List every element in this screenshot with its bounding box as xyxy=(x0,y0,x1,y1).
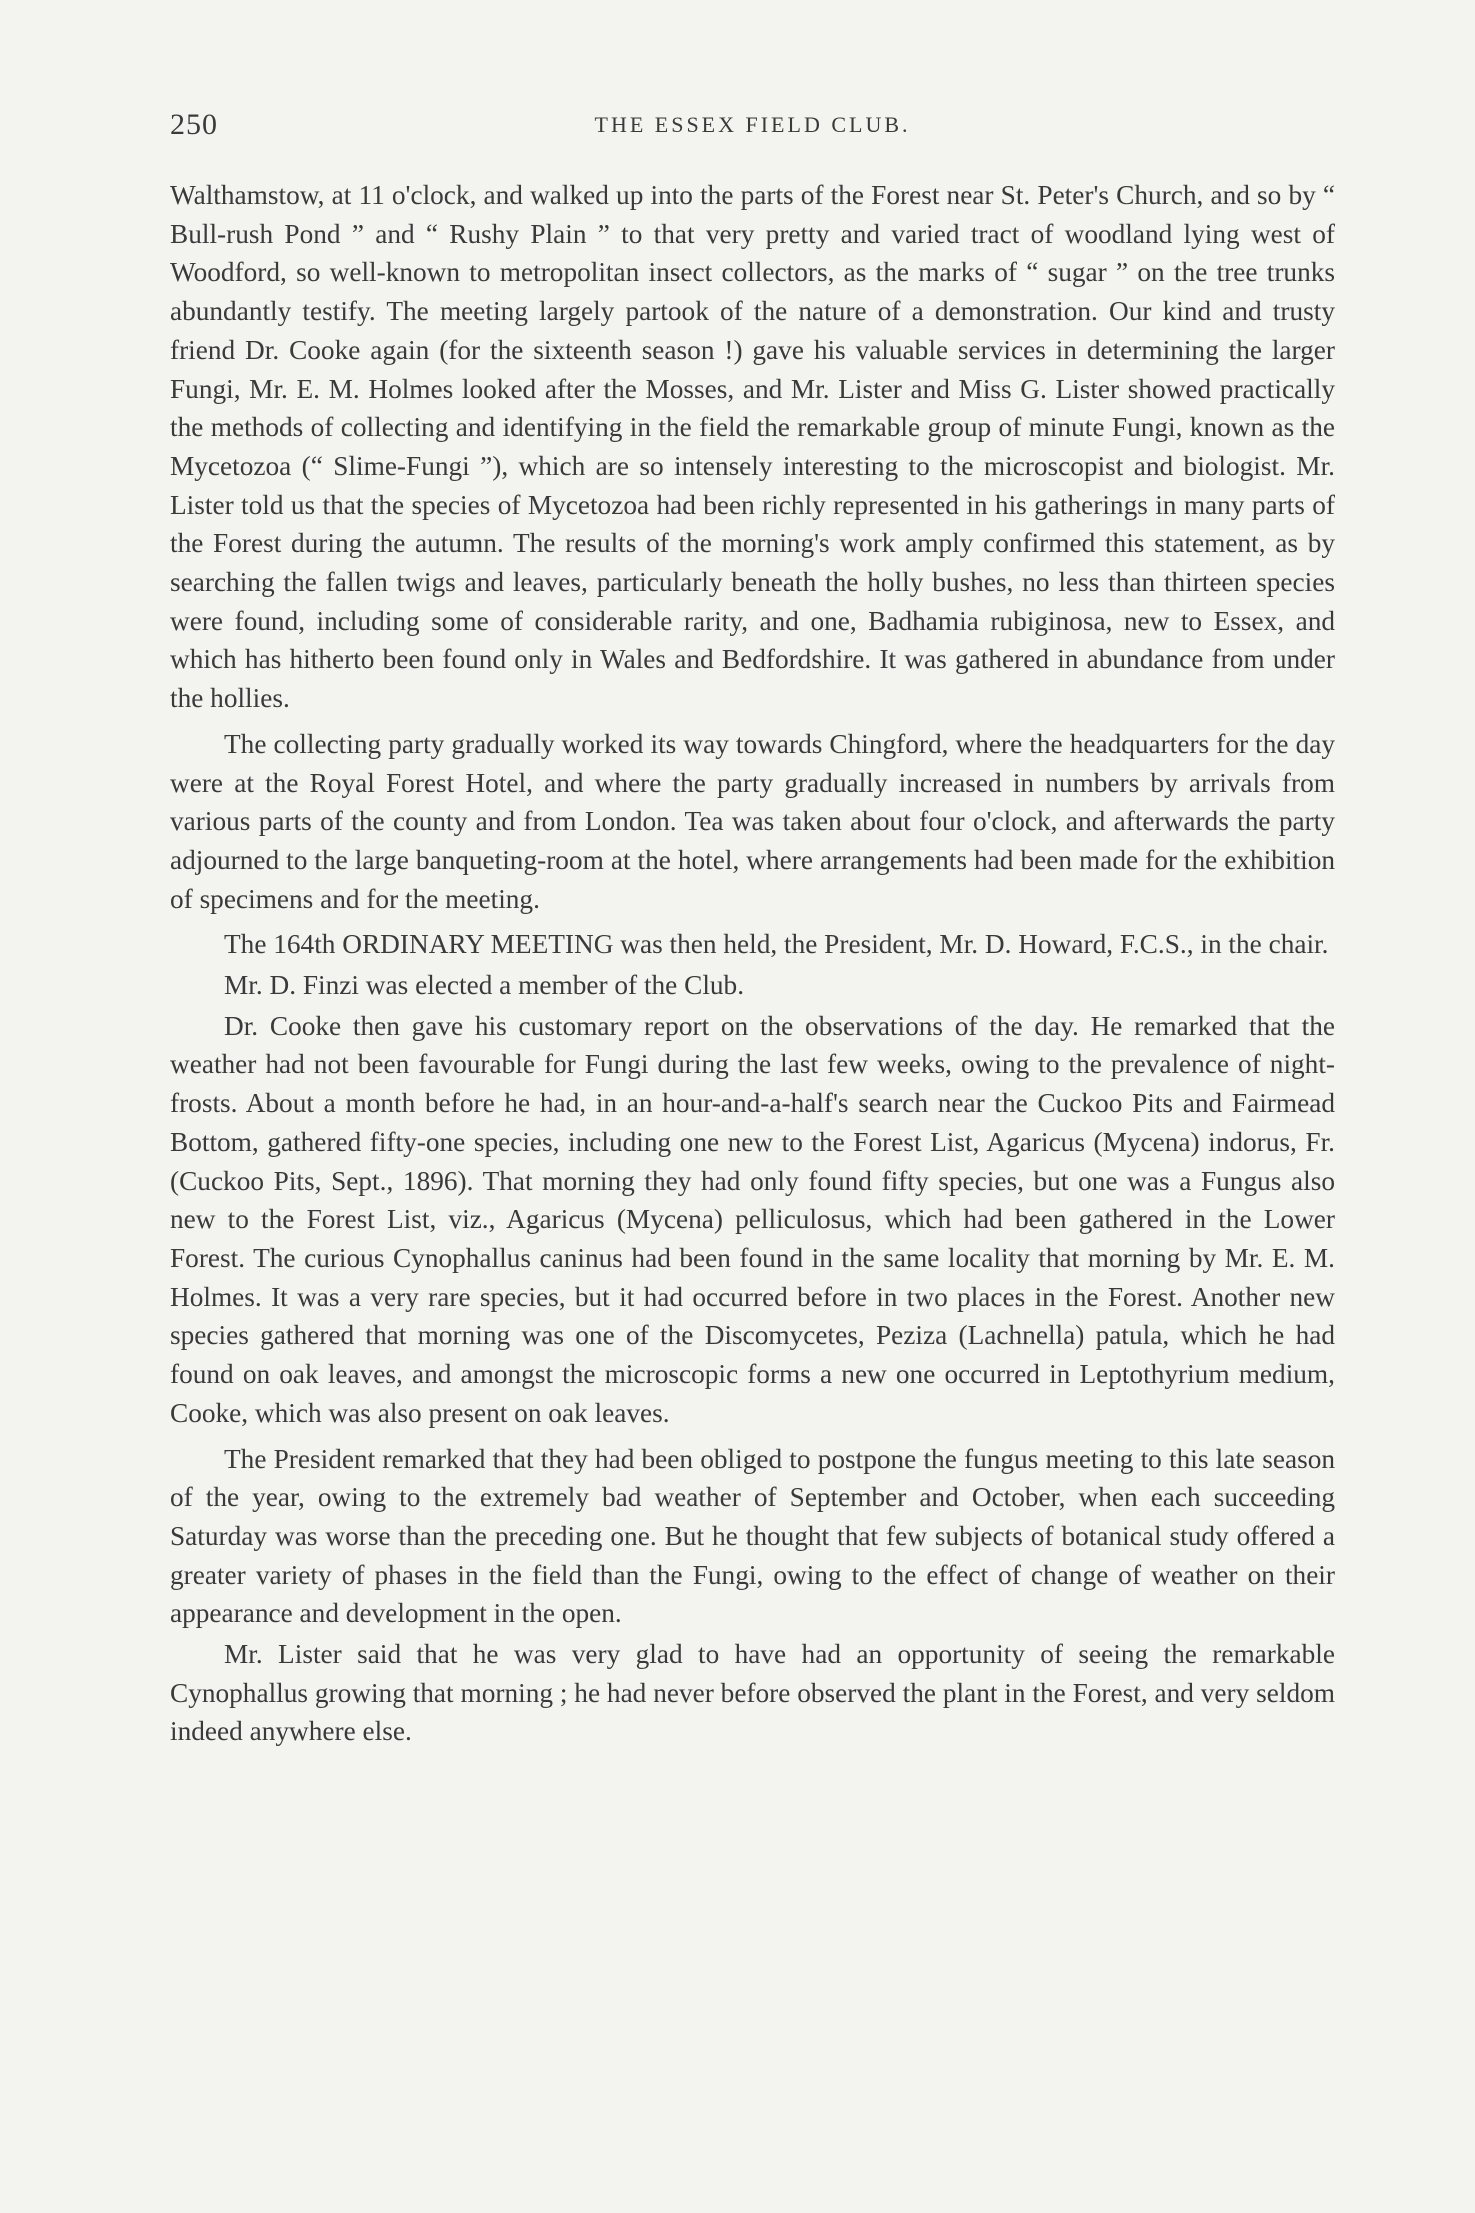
paragraph-election: Mr. D. Finzi was elected a member of the Club. xyxy=(224,970,745,1001)
paragraph-forest-excursion: Walthamstow, at 11 o'clock, and walked up into the parts of the Forest near St. Peter's Church, and so by “ Bull-rush Pond ” and “ Rushy Plain ” to that very pretty and varied tract of woodland lying west of Woodford, so well-known to metropolitan insect collectors, as the marks of “ sugar ” on the tree trunks abundantly testify. The meeting largely partook of the nature of a demonstration. Our kind and trusty friend Dr. Cooke again (for the sixteenth season !) gave his valuable services in determining the larger Fungi, Mr. E. M. Holmes looked after the Mosses, and Mr. Lister and Miss G. Lister showed practically the methods of collecting and identifying in the field the remarkable group of minute Fungi, known as the Mycetozoa (“ Slime-Fungi ”), which are so intensely interesting to the microscopist and biologist. Mr. Lister told us that the species of Mycetozoa had been richly represented in his gatherings in many parts of the Forest during the autumn. The results of the morning's work amply confirmed this statement, as by searching the fallen twigs and leaves, particularly beneath the holly bushes, no less than thirteen species were found, including some of considerable rarity, and one, Badhamia rubiginosa, new to Essex, and which has hitherto been found only in Wales and Bedfordshire. It was gathered in abundance from under the hollies. xyxy=(170,180,1335,714)
running-head: THE ESSEX FIELD CLUB. xyxy=(594,112,911,137)
paragraph-lister-remarks: Mr. Lister said that he was very glad to have had an opportunity of seeing the remarkable Cynophallus growing that morning ; he had never before observed the plant in the Forest, and very seldom indeed anywhere else. xyxy=(170,1639,1335,1747)
page-number: 250 xyxy=(170,108,218,141)
page-header xyxy=(170,108,1335,148)
paragraph-president-remarks: The President remarked that they had been obliged to postpone the fungus meeting to this late season of the year, owing to the extremely bad weather of September and October, when each succeeding Saturday was worse than the preceding one. But he thought that few subjects of botanical study offered a greater variety of phases in the field than the Fungi, owing to the effect of change of weather on their appearance and development in the open. xyxy=(170,1443,1335,1629)
paragraph-ordinary-meeting: The 164th ORDINARY MEETING was then held, the President, Mr. D. Howard, F.C.S., in the chair. xyxy=(224,929,1329,960)
body-text xyxy=(170,176,1335,1753)
paragraph-cooke-report: Dr. Cooke then gave his customary report on the observations of the day. He remarked that the weather had not been favourable for Fungi during the last few weeks, owing to the prevalence of night-frosts. About a month before he had, in an hour-and-a-half's search near the Cuckoo Pits and Fairmead Bottom, gathered fifty-one species, including one new to the Forest List, Agaricus (Mycena) indorus, Fr. (Cuckoo Pits, Sept., 1896). That morning they had only found fifty species, but one was a Fungus also new to the Forest List, viz., Agaricus (Mycena) pelliculosus, which had been gathered in the Lower Forest. The curious Cynophallus caninus had been found in the same locality that morning by Mr. E. M. Holmes. It was a very rare species, but it had occurred before in two places in the Forest. Another new species gathered that morning was one of the Discomycetes, Peziza (Lachnella) patula, which he had found on oak leaves, and amongst the microscopic forms a new one occurred in Leptothyrium medium, Cooke, which was also present on oak leaves. xyxy=(170,1010,1335,1428)
paragraph-chingford: The collecting party gradually worked its way towards Chingford, where the headquarters for the day were at the Royal Forest Hotel, and where the party gradually increased in numbers by arrivals from various parts of the county and from London. Tea was taken about four o'clock, and afterwards the party adjourned to the large banqueting-room at the hotel, where arrangements had been made for the exhibition of specimens and for the meeting. xyxy=(170,728,1335,914)
